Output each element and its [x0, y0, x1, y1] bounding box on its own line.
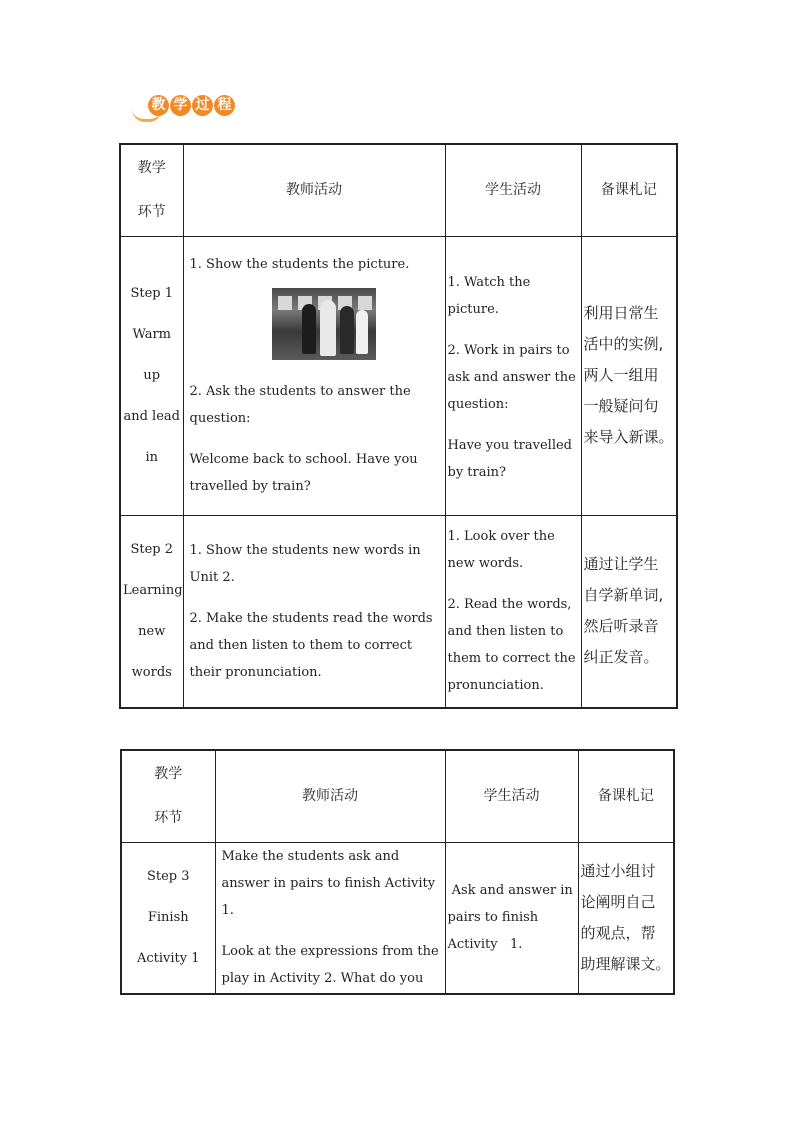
- stage-line: new: [138, 624, 166, 640]
- student-line: 2. Read the words, and then listen to them to correct the pronunciation.: [447, 597, 576, 694]
- header-student: 学生活动: [445, 750, 578, 842]
- section-badge: [132, 95, 232, 121]
- notes-cell: [578, 842, 674, 994]
- header-student: 学生活动: [445, 144, 581, 236]
- table-row: [121, 842, 674, 994]
- notes-cell: [581, 515, 677, 708]
- teacher-line: Look at the expressions from the play in Activity 2. What do you: [221, 944, 439, 987]
- student-line: 1. Look over the new words.: [447, 529, 555, 572]
- notes-line: 一般疑问句: [583, 397, 659, 415]
- header-stage-line: 教学: [154, 766, 183, 783]
- notes-line: 通过小组讨: [580, 861, 656, 880]
- notes-line: 利用日常生: [583, 304, 659, 322]
- stage-line: Warm up: [132, 327, 172, 383]
- notes-cell: [581, 236, 677, 515]
- teacher-line: 1. Show the students the picture.: [189, 257, 410, 272]
- table-header-row: [121, 750, 674, 842]
- teacher-line: 2. Ask the students to answer the question:: [189, 384, 411, 426]
- stage-line: Learning: [123, 583, 183, 599]
- table-row: [120, 515, 677, 708]
- teacher-line: Welcome back to school. Have you travelled by train?: [189, 452, 418, 494]
- notes-line: 纠正发音。: [583, 648, 659, 667]
- teacher-cell: [183, 515, 445, 708]
- student-cell: [445, 236, 581, 515]
- lesson-table-1: [119, 143, 678, 709]
- notes-line: 活中的实例,: [583, 335, 664, 353]
- notes-line: 助理解课文。: [580, 954, 671, 973]
- stage-line: words: [131, 665, 172, 681]
- notes-line: 来导入新课。: [583, 428, 674, 446]
- header-teacher: 教师活动: [215, 750, 445, 842]
- stage-line: Finish: [147, 910, 189, 926]
- header-notes: 备课札记: [581, 144, 677, 236]
- lesson-table-2: [120, 749, 675, 995]
- student-line: 1. Watch the picture.: [447, 274, 531, 317]
- stage-line: Step 2: [130, 542, 174, 558]
- student-cell: [445, 515, 581, 708]
- header-stage-line: 教学: [137, 160, 166, 177]
- stage-cell: [121, 842, 215, 994]
- student-line: Ask and answer in pairs to finish Activity 1.: [447, 883, 577, 953]
- stage-line: and lead: [123, 409, 180, 424]
- stage-cell: [120, 236, 183, 515]
- header-stage: [121, 750, 215, 842]
- stage-line: Step 1: [130, 286, 174, 301]
- teacher-cell: [183, 236, 445, 515]
- train-students-photo: [272, 288, 376, 360]
- header-stage-line: 环节: [154, 810, 183, 827]
- notes-line: 自学新单词,: [583, 586, 664, 605]
- stage-line: Activity 1: [136, 951, 200, 967]
- teacher-line: Make the students ask and answer in pairs to finish Activity 1.: [221, 849, 436, 919]
- student-line: 2. Work in pairs to ask and answer the question:: [447, 342, 576, 412]
- badge-char: 程: [214, 95, 235, 116]
- notes-line: 两人一组用: [583, 366, 659, 384]
- teacher-line: 2. Make the students read the words and then listen to them to correct their pronunciation.: [189, 610, 433, 680]
- notes-line: 然后听录音: [583, 617, 659, 636]
- table-row: [120, 236, 677, 515]
- header-teacher: 教师活动: [183, 144, 445, 236]
- student-cell: [445, 842, 578, 994]
- badge-char: 教: [148, 95, 169, 116]
- notes-line: 通过让学生: [583, 555, 659, 574]
- header-notes: 备课札记: [578, 750, 674, 842]
- notes-line: 论阐明自己: [580, 892, 656, 911]
- teacher-line: 1. Show the students new words in Unit 2.: [189, 542, 421, 585]
- table-header-row: [120, 144, 677, 236]
- teacher-cell: [215, 842, 445, 994]
- notes-line: 的观点，帮: [580, 923, 656, 942]
- header-stage: [120, 144, 183, 236]
- stage-line: Step 3: [146, 869, 190, 885]
- badge-char: 学: [170, 95, 191, 116]
- stage-line: in: [145, 450, 159, 465]
- header-stage-line: 环节: [137, 204, 166, 221]
- badge-char: 过: [192, 95, 213, 116]
- stage-cell: [120, 515, 183, 708]
- student-line: Have you travelled by train?: [447, 437, 572, 480]
